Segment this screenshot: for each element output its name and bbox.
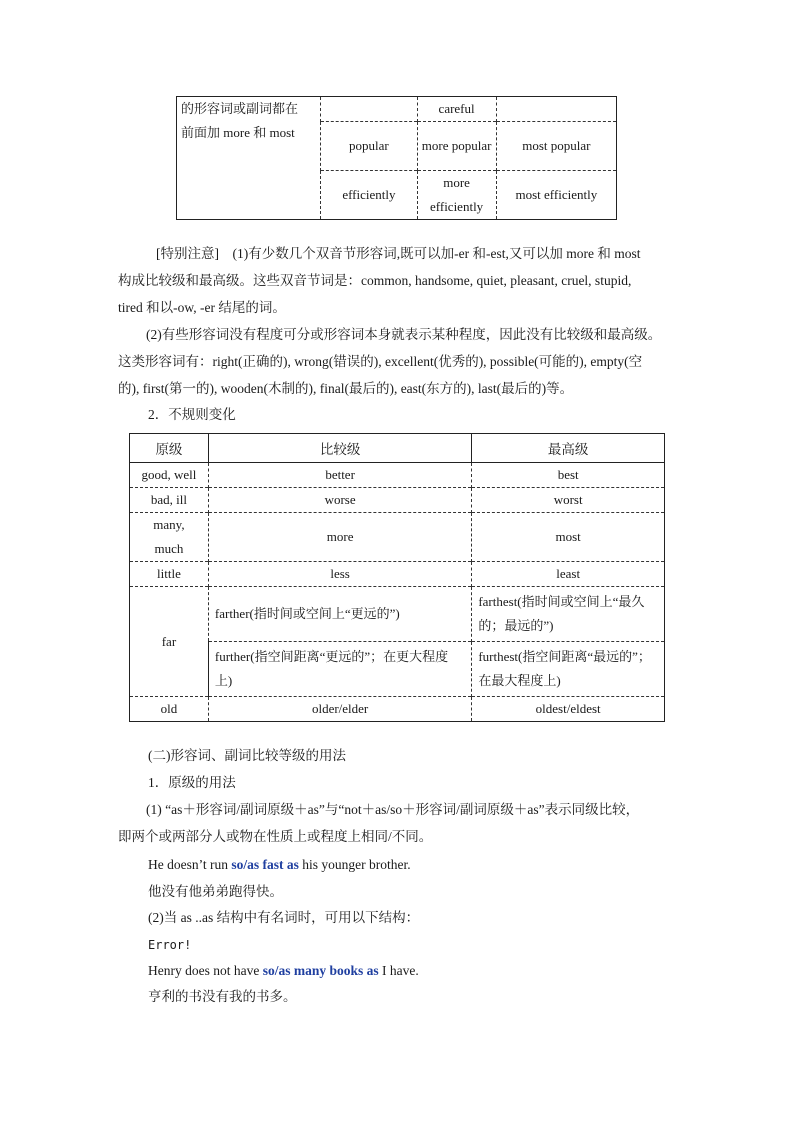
error-text: Error!: [148, 938, 192, 952]
example-text: He doesn’t run: [148, 857, 232, 872]
rule-line-1: 的形容词或副词都在: [181, 101, 299, 116]
section-heading: (二)形容词、副词比较等级的用法: [148, 748, 346, 763]
table-cell: least: [472, 562, 665, 587]
example-text: his younger brother.: [298, 857, 411, 872]
table-cell: many, much: [130, 513, 209, 562]
note-2-line-3: 的), first(第一的), wooden(木制的), final(最后的), east(东方的), last(最后的)等。: [118, 381, 574, 396]
section-title-irregular: 2．不规则变化: [148, 407, 236, 422]
sub-heading: 1．原级的用法: [148, 775, 236, 790]
comparative-cell: more popular: [417, 122, 496, 171]
table-cell: most: [472, 513, 665, 562]
positive-cell: efficiently: [321, 171, 417, 220]
rule-line-2: 前面加 more 和 most: [181, 125, 295, 140]
rule-1: [118, 796, 678, 850]
special-note-line-2: 构成比较级和最高级。这些双音节词是：common, handsome, quiet, pleasant, cruel, stupid,: [118, 273, 632, 288]
table-cell: best: [472, 463, 665, 488]
table-cell: farther(指时间或空间上“更远的”): [208, 587, 471, 642]
note-2-line-1: (2)有些形容词没有程度可分或形容词本身就表示某种程度，因此没有比较级和最高级。: [146, 327, 662, 342]
table-cell: further(指空间距离“更远的”；在更大程度上): [208, 642, 471, 697]
example-text: Henry does not have: [148, 963, 263, 978]
header-superlative: 最高级: [472, 434, 665, 463]
comparative-cell: more efficiently: [417, 171, 496, 220]
table-cell: old: [130, 697, 209, 722]
table-cell: less: [208, 562, 471, 587]
special-note-title: [特别注意]: [156, 246, 219, 261]
superlative-cell: most popular: [496, 122, 616, 171]
example-2: [148, 961, 419, 981]
example-text: I have.: [378, 963, 419, 978]
example-1: [148, 855, 411, 875]
table-cell: oldest/eldest: [472, 697, 665, 722]
table-cell: furthest(指空间距离“最远的”；在最大程度上): [472, 642, 665, 697]
table-cell: little: [130, 562, 209, 587]
comparative-cell: careful: [417, 97, 496, 122]
example-2-translation: 亨利的书没有我的书多。: [148, 989, 297, 1004]
example-highlight: so/as fast as: [231, 857, 299, 872]
table-cell: worst: [472, 488, 665, 513]
header-positive: 原级: [130, 434, 209, 463]
example-1-translation: 他没有他弟弟跑得快。: [148, 884, 283, 899]
positive-cell: popular: [321, 122, 417, 171]
header-comparative: 比较级: [208, 434, 471, 463]
special-note-line-1: (1)有少数几个双音节形容词,既可以加-er 和-est,又可以加 more 和 most: [232, 246, 641, 261]
table-cell: good, well: [130, 463, 209, 488]
rule-2: (2)当 as ..as 结构中有名词时，可用以下结构：: [148, 910, 420, 925]
rule-cell: [177, 97, 321, 220]
comparison-table-top: [176, 96, 617, 220]
superlative-cell: most efficiently: [496, 171, 616, 220]
table-cell: older/elder: [208, 697, 471, 722]
table-cell: bad, ill: [130, 488, 209, 513]
rule-1-line-1: (1) “as＋形容词/副词原级＋as”与“not＋as/so＋形容词/副词原级＋as”表示同级比较，: [146, 802, 640, 817]
note-2-line-2: 这类形容词有：right(正确的), wrong(错误的), excellent(优秀的), possible(可能的), empty(空: [118, 354, 643, 369]
superlative-cell: [496, 97, 616, 122]
table-cell: worse: [208, 488, 471, 513]
table-cell: more: [208, 513, 471, 562]
table-cell: better: [208, 463, 471, 488]
table-cell: far: [130, 587, 209, 697]
irregular-table: [129, 433, 665, 722]
special-note-line-3: tired 和以-ow, -er 结尾的词。: [118, 300, 286, 315]
special-note: [118, 240, 678, 321]
positive-cell: [321, 97, 417, 122]
note-2: [118, 321, 678, 402]
rule-1-line-2: 即两个或两部分人或物在性质上或程度上相同/不同。: [118, 829, 433, 844]
example-highlight: so/as many books as: [262, 963, 379, 978]
table-cell: farthest(指时间或空间上“最久的；最远的”): [472, 587, 665, 642]
